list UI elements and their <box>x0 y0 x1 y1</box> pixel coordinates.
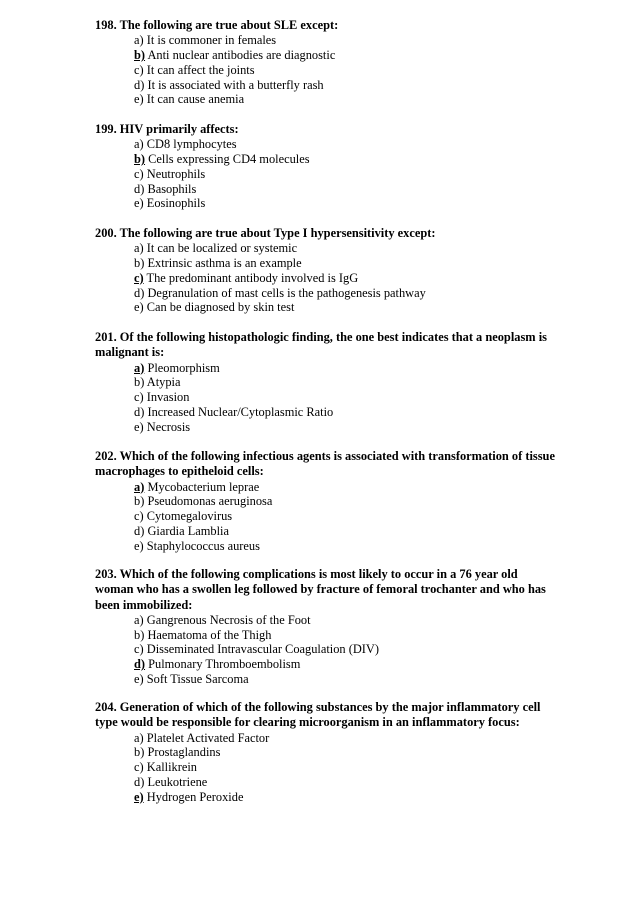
option-e <box>95 420 555 435</box>
option-text: Leukotriene <box>147 774 208 789</box>
option-text: Kallikrein <box>146 760 197 775</box>
question-204-text <box>95 700 555 731</box>
option-text: Atypia <box>146 375 181 390</box>
option-d <box>95 775 555 790</box>
option-text: It can cause anemia <box>146 92 245 107</box>
option-text: Eosinophils <box>146 196 206 211</box>
option-letter: c) <box>134 166 144 181</box>
option-b <box>95 375 555 390</box>
option-letter-correct: b) <box>134 152 146 167</box>
option-letter-correct: a) <box>134 479 145 494</box>
question-199-text <box>95 122 555 137</box>
option-text: Pseudomonas aeruginosa <box>147 494 273 509</box>
option-text: Invasion <box>146 390 190 405</box>
option-e <box>95 539 555 554</box>
question-201-text <box>95 330 555 361</box>
option-letter: d) <box>134 77 145 92</box>
option-a <box>95 241 555 256</box>
option-d <box>95 405 555 420</box>
question-stem: Generation of which of the following substances by the major inflammatory cell type would be responsible for clearing microorganism in an inflammatory focus: <box>95 700 541 730</box>
question-202-options <box>95 480 555 554</box>
option-text: Anti nuclear antibodies are diagnostic <box>147 48 336 63</box>
option-text: CD8 lymphocytes <box>146 137 237 152</box>
option-text: Hydrogen Peroxide <box>146 789 244 804</box>
option-letter: c) <box>134 62 144 77</box>
question-number: 204. <box>95 700 117 714</box>
option-e <box>95 196 555 211</box>
option-c-correct <box>95 271 555 286</box>
question-204 <box>95 700 555 805</box>
question-201-options <box>95 361 555 435</box>
question-stem: HIV primarily affects: <box>119 122 239 136</box>
option-b-correct <box>95 48 555 63</box>
option-text: Extrinsic asthma is an example <box>147 256 302 271</box>
option-text: Mycobacterium leprae <box>147 479 260 494</box>
option-text: Cytomegalovirus <box>146 509 233 524</box>
question-200-text <box>95 226 555 241</box>
option-a <box>95 33 555 48</box>
option-a <box>95 731 555 746</box>
option-letter: d) <box>134 523 145 538</box>
option-letter: a) <box>134 612 144 627</box>
question-203-text <box>95 567 555 613</box>
option-letter-correct: a) <box>134 360 145 375</box>
question-stem: Which of the following complications is most likely to occur in a 76 year old woman who has a swollen leg followed by fracture of femoral trochanter and who has been immobilized: <box>95 567 546 612</box>
question-198 <box>95 18 555 107</box>
option-text: It is associated with a butterfly rash <box>147 77 324 92</box>
option-c <box>95 760 555 775</box>
option-letter: e) <box>134 92 144 107</box>
option-letter: a) <box>134 730 144 745</box>
option-text: Basophils <box>147 181 197 196</box>
option-letter: c) <box>134 509 144 524</box>
option-text: Increased Nuclear/Cytoplasmic Ratio <box>147 404 334 419</box>
option-letter: c) <box>134 642 144 657</box>
option-c <box>95 63 555 78</box>
option-text: Neutrophils <box>146 166 206 181</box>
question-number: 200. <box>95 226 117 240</box>
option-text: It is commoner in females <box>146 33 277 48</box>
option-text: Platelet Activated Factor <box>146 730 270 745</box>
option-letter-correct: b) <box>134 48 146 63</box>
question-number: 202. <box>95 449 117 463</box>
option-letter: b) <box>134 256 145 271</box>
option-letter: e) <box>134 196 144 211</box>
option-letter: c) <box>134 760 144 775</box>
option-letter: d) <box>134 285 145 300</box>
question-202-text <box>95 449 555 480</box>
question-198-options <box>95 33 555 107</box>
option-c <box>95 167 555 182</box>
option-text: Giardia Lamblia <box>147 523 229 538</box>
option-d <box>95 286 555 301</box>
option-text: Pulmonary Thromboembolism <box>148 657 301 672</box>
question-199-options <box>95 137 555 211</box>
question-199 <box>95 122 555 211</box>
option-a-correct <box>95 480 555 495</box>
question-200-options <box>95 241 555 315</box>
question-number: 199. <box>95 122 117 136</box>
option-letter: e) <box>134 538 144 553</box>
option-b <box>95 745 555 760</box>
option-text: Pleomorphism <box>147 360 220 375</box>
option-e <box>95 672 555 687</box>
option-b <box>95 494 555 509</box>
option-text: Degranulation of mast cells is the pathogenesis pathway <box>147 285 426 300</box>
option-d-correct <box>95 657 555 672</box>
question-198-text <box>95 18 555 33</box>
question-202 <box>95 449 555 554</box>
question-204-options <box>95 731 555 805</box>
option-d <box>95 78 555 93</box>
option-letter: a) <box>134 33 144 48</box>
option-d <box>95 182 555 197</box>
option-letter: b) <box>134 745 145 760</box>
option-text: Necrosis <box>146 419 191 434</box>
option-letter-correct: d) <box>134 657 146 672</box>
option-text: Cells expressing CD4 molecules <box>148 152 310 167</box>
option-letter: a) <box>134 137 144 152</box>
question-number: 198. <box>95 18 117 32</box>
question-stem: The following are true about Type I hypersensitivity except: <box>119 226 436 240</box>
option-letter: e) <box>134 419 144 434</box>
option-text: Prostaglandins <box>147 745 221 760</box>
option-text: The predominant antibody involved is IgG <box>146 270 359 285</box>
question-203-options <box>95 613 555 687</box>
option-b <box>95 628 555 643</box>
option-b-correct <box>95 152 555 167</box>
question-203 <box>95 567 555 687</box>
option-letter: e) <box>134 672 144 687</box>
option-e <box>95 92 555 107</box>
option-a-correct <box>95 361 555 376</box>
option-letter: b) <box>134 494 145 509</box>
option-c <box>95 642 555 657</box>
option-text: Soft Tissue Sarcoma <box>146 672 249 687</box>
option-letter-correct: c) <box>134 270 144 285</box>
option-letter: d) <box>134 404 145 419</box>
option-letter: b) <box>134 627 145 642</box>
option-d <box>95 524 555 539</box>
option-text: Disseminated Intravascular Coagulation (DIV) <box>146 642 380 657</box>
option-text: Staphylococcus aureus <box>146 538 260 553</box>
question-200 <box>95 226 555 315</box>
question-stem: The following are true about SLE except: <box>119 18 339 32</box>
question-stem: Of the following histopathologic finding, the one best indicates that a neoplasm is malignant is: <box>95 330 547 360</box>
option-letter: a) <box>134 241 144 256</box>
question-number: 203. <box>95 567 117 581</box>
option-text: Haematoma of the Thigh <box>147 627 272 642</box>
option-letter: e) <box>134 300 144 315</box>
option-text: It can be localized or systemic <box>146 241 298 256</box>
option-a <box>95 137 555 152</box>
question-number: 201. <box>95 330 117 344</box>
question-201 <box>95 330 555 435</box>
option-c <box>95 509 555 524</box>
option-letter: d) <box>134 774 145 789</box>
option-b <box>95 256 555 271</box>
option-text: Gangrenous Necrosis of the Foot <box>146 612 311 627</box>
option-c <box>95 390 555 405</box>
option-e <box>95 300 555 315</box>
option-letter: c) <box>134 390 144 405</box>
option-text: Can be diagnosed by skin test <box>146 300 295 315</box>
option-e-correct <box>95 790 555 805</box>
question-stem: Which of the following infectious agents is associated with transformation of tissue macrophages to epitheloid cells: <box>95 449 555 479</box>
option-a <box>95 613 555 628</box>
option-letter: b) <box>134 375 145 390</box>
option-letter-correct: e) <box>134 789 144 804</box>
option-text: It can affect the joints <box>146 62 255 77</box>
option-letter: d) <box>134 181 145 196</box>
